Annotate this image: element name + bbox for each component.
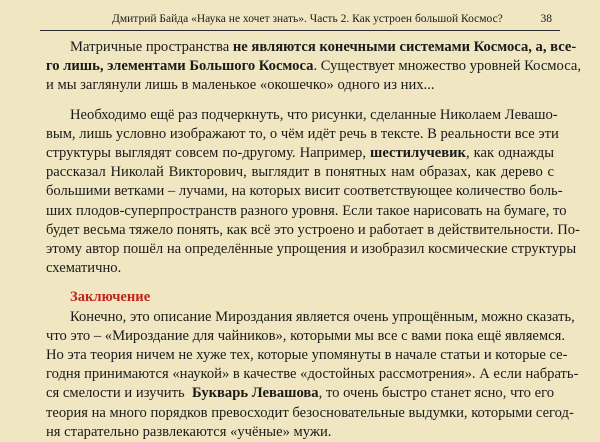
paragraph-matrix-spaces: [46, 38, 581, 96]
text-line: рассказал Николай Викторович, выглядит в понятных нам образах, как дерево с: [46, 164, 554, 181]
bold-span: Букварь Левашова: [192, 385, 319, 402]
running-header: [40, 8, 560, 31]
text-line: Конечно, это описание Мироздания является очень упрощённым, можно сказать,: [70, 308, 575, 325]
text-line: [46, 144, 554, 163]
text-line: что это – «Мироздание для чайников», которыми мы все с вами пока ещё являемся.: [46, 327, 565, 344]
page-body: [46, 38, 581, 442]
text-line: этому автор пошёл на определённые упрощения и изобразил космические структуры: [46, 241, 577, 258]
bold-span: го лишь, элементами Большого Космоса: [46, 58, 314, 75]
text-line: и мы заглянули лишь в маленькое «окошечко» одного из них...: [46, 77, 435, 94]
bold-span: шестилучевик: [370, 145, 466, 162]
text-line: [46, 57, 581, 76]
text-line: годня принимаются «наукой» в качестве «достойных рассмотрения». А если набрать-: [46, 366, 579, 383]
text-span: , как однажды: [465, 145, 555, 162]
text-line: будет весьма тяжело понять, как всё это устроено и работает в действительности. По-: [46, 221, 580, 238]
text-line: ня старательно развлекаются «учёные» мужи.: [46, 423, 332, 440]
page-number: 38: [540, 13, 552, 25]
text-span: Матричные пространства: [70, 39, 233, 55]
paragraph-drawings: [46, 106, 580, 279]
text-span: структуры выглядят совсем по-другому. Например,: [46, 145, 371, 162]
text-span: . Существует множество уровней Космоса,: [313, 58, 581, 75]
text-span: , то очень быстро станет ясно, что его: [318, 385, 554, 402]
text-line: вым, лишь условно изображают то, о чём идёт речь в тексте. В реальности все эти: [46, 125, 559, 142]
text-line: схематично.: [46, 260, 122, 277]
text-line: ших плодов-суперпространств разного уровня. Если такое нарисовать на бумаге, то: [46, 202, 567, 219]
header-title: Дмитрий Байда «Наука не хочет знать». Часть 2. Как устроен большой Космос?: [112, 13, 503, 25]
text-span: ся смелости и изучить: [46, 385, 193, 402]
text-line: большими ветками – лучами, на которых висит соответствующее количество боль-: [46, 183, 563, 200]
paragraph-conclusion: [46, 308, 579, 442]
text-line: теория на много порядков превосходит безосновательные выдумки, которыми сегод-: [46, 404, 574, 421]
section-heading: Заключение: [70, 289, 151, 306]
text-line: [46, 38, 577, 57]
text-line: Но эта теория ничем не хуже тех, которые упомянуты в начале статьи и которые се-: [46, 347, 568, 364]
text-line: [46, 384, 554, 403]
text-line: Необходимо ещё раз подчеркнуть, что рисунки, сделанные Николаем Левашо-: [70, 106, 558, 123]
bold-span: не являются конечными системами Космоса, а, все-: [232, 39, 577, 55]
